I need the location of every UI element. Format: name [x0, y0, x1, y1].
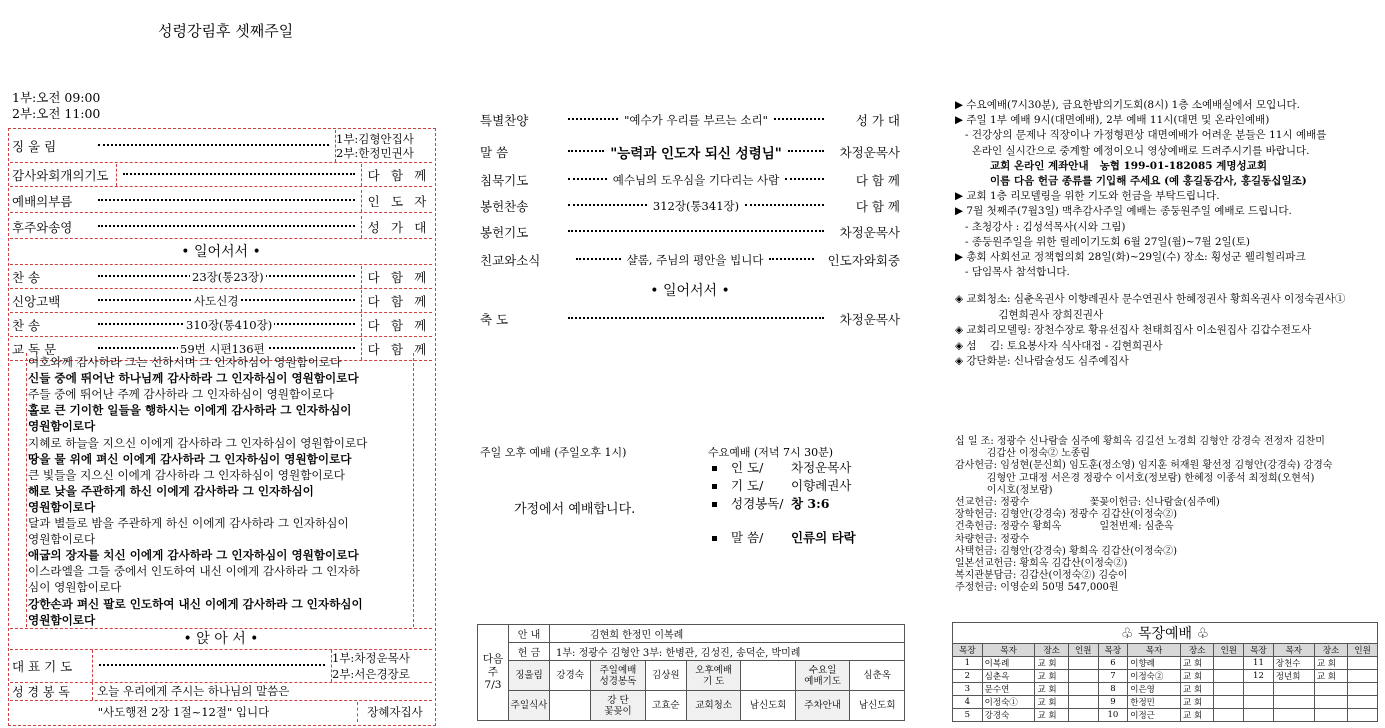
middle-row-right: 차정운목사 — [839, 225, 900, 240]
middle-row-label: 봉헌기도 — [480, 225, 529, 240]
middle-row — [480, 169, 900, 191]
offering-line: 김형안 고대정 서은경 정광수 이서호(정보람) 한혜정 이종석 최정희(오현석) — [955, 472, 1315, 484]
wednesday-item-value: 이향례권사 — [791, 478, 852, 493]
sit-down-heading: • 앉 아 서 • — [10, 628, 432, 650]
pastoral-cell: 5 — [953, 709, 983, 722]
news-line: 교회 온라인 계좌안내 농협 199-01-182085 계명성교회 — [990, 159, 1267, 172]
pastoral-cell: 11 — [1244, 657, 1274, 670]
pastoral-cell: 4 — [953, 696, 983, 709]
offering-line: 주정헌금: 이영순외 50명 547,000원 — [955, 582, 1119, 594]
middle-row-value: "능력과 인도자 되신 성령님" — [610, 146, 782, 162]
pastoral-cell: 심춘옥 — [982, 670, 1035, 683]
duty-cell: 남신도회 — [850, 691, 905, 721]
pastoral-cell — [1068, 657, 1098, 670]
middle-row-label: 특별찬양 — [480, 113, 529, 128]
pastoral-cell — [1068, 683, 1098, 696]
duty-line: ◈ 섬 김: 토요봉사자 식사대접 - 김현희권사 — [955, 339, 1163, 352]
duty-cell: 김상원 — [645, 661, 686, 691]
pastoral-cell: 2 — [953, 670, 983, 683]
row-scripture-ref: "사도행전 2장 1절~12절" 입니다 장혜자집사 — [10, 702, 432, 722]
pastoral-cell: 교 회 — [1181, 670, 1214, 683]
pastoral-cell: 1 — [953, 657, 983, 670]
middle-row — [480, 249, 900, 271]
wednesday-item — [712, 528, 856, 546]
pastoral-cell — [1348, 683, 1378, 696]
duty-cell: 남신도회 — [741, 691, 795, 721]
middle-row — [480, 141, 900, 163]
psalm-line: 신들 중에 뛰어난 하나님께 감사하라 그 인자하심이 영원함이로다 — [28, 371, 359, 386]
pastoral-cell — [1244, 696, 1274, 709]
row-prayer: 대 표 기 도 1부:차정운목사 2부:서은경장로 — [10, 650, 432, 683]
pastoral-cell: 교 회 — [1035, 670, 1068, 683]
pastoral-cell: 문수연 — [982, 683, 1035, 696]
news-line: ▶ 주일 1부 예배 9시(대면예배), 2부 예배 11시(대면 및 온라인예배) — [955, 114, 1270, 127]
duty-line: ◈ 교회리모델링: 장천수장로 황유선집사 천태희집사 이소원집사 김갑수전도사 — [955, 324, 1312, 336]
duty-line: 김현희권사 장희진권사 — [955, 308, 1104, 321]
pastoral-cell: 이정숙② — [1128, 670, 1181, 683]
middle-row-label: 말 씀 — [480, 145, 509, 160]
offering-line: 일본선교헌금: 황희옥 김갑산(이정숙②) — [955, 558, 1128, 569]
psalm-line: 큰 빛들을 지으신 이에게 감사하라 그 인자하심이 영원함이로다 — [28, 467, 345, 482]
psalm-line: 주들 중에 뛰어난 주께 감사하라 그 인자하심이 영원함이로다 — [28, 387, 334, 402]
pastoral-header: 목자 — [1273, 644, 1314, 657]
pastoral-header: 장소 — [1035, 644, 1068, 657]
pastoral-header: 장소 — [1181, 644, 1214, 657]
news-line: 이름 다음 헌금 종류를 기입해 주세요 (예 홍길동감사, 홍길동십일조) — [990, 175, 1307, 187]
pastoral-cell — [1273, 696, 1314, 709]
news-line: - 종둥원주일을 위한 릴레이기도회 6월 27일(월)~7월 2일(토) — [955, 235, 1251, 248]
pastoral-cell: 교 회 — [1035, 696, 1068, 709]
pastoral-cell: 7 — [1098, 670, 1128, 683]
wednesday-item-key: 말 씀/ — [731, 530, 764, 545]
psalm-line: 영원함이로다 — [28, 532, 96, 547]
middle-row-label: 봉헌찬송 — [480, 199, 529, 214]
psalm-line: 지혜로 하늘을 지으신 이에게 감사하라 그 인자하심이 영원함이로다 — [28, 435, 368, 450]
duty-cell: 강 단 꽃꽂이 — [591, 691, 645, 721]
pastoral-cell — [1068, 696, 1098, 709]
pastoral-cell: 6 — [1098, 657, 1128, 670]
pastoral-cell: 교 회 — [1035, 657, 1068, 670]
duty-cell: 심춘옥 — [850, 661, 905, 691]
pastoral-cell: 교 회 — [1181, 683, 1214, 696]
pastoral-cell: 강경숙 — [982, 709, 1035, 722]
pastoral-cell — [1348, 696, 1378, 709]
wednesday-item-value: 인류의 타락 — [791, 530, 856, 545]
psalm-line: 강한손과 펴신 팔로 인도하여 내신 이에게 감사하라 그 인자하심이 — [28, 596, 363, 611]
offering-line: 십 일 조: 정광수 신나람술 심주예 황희옥 김길선 노경희 김형안 강경숙 전정자 김찬미 — [955, 436, 1325, 447]
pastoral-cell: 정년희 — [1273, 670, 1314, 683]
pastoral-cell — [1214, 657, 1244, 670]
pastoral-cell — [1273, 683, 1314, 696]
duty-line: ◈ 교회청소: 심춘옥권사 이향례권사 문수연권사 한혜정권사 황희옥권사 이정숙권사① — [955, 293, 1346, 305]
wednesday-item — [712, 476, 851, 494]
psalm-line: 심이 영원함이로다 — [28, 580, 122, 595]
offering-line: 이시호(정보람) — [955, 484, 1053, 496]
row-responsive-reading: 교 독 문 59번 시편136편 다 함 께 — [10, 338, 432, 361]
wednesday-item-value: 창 3:6 — [791, 496, 830, 511]
pastoral-cell — [1244, 683, 1274, 696]
pastoral-cell — [1348, 657, 1378, 670]
pastoral-header: 목장 — [953, 644, 983, 657]
pastoral-cell — [1068, 670, 1098, 683]
pastoral-cell — [1068, 709, 1098, 722]
pastoral-title: ♧ 목장예배 ♧ — [953, 623, 1378, 644]
wednesday-item-key: 기 도/ — [731, 478, 764, 493]
pastoral-cell — [1214, 709, 1244, 722]
middle-row-right: 차정운목사 — [839, 145, 900, 160]
pastoral-cell: 9 — [1098, 696, 1128, 709]
service-time-2: 2부:오전 11:00 — [12, 106, 101, 121]
duty-cell: 강경숙 — [550, 661, 591, 691]
pastoral-cell: 한정민 — [1128, 696, 1181, 709]
row-bell: 징 울 림 1부:김형안집사 2부:한정민권사 — [10, 130, 432, 163]
pastoral-cell: 이정근 — [1128, 709, 1181, 722]
duty-cell: 주일식사 — [509, 691, 550, 721]
pastoral-header: 목자 — [982, 644, 1035, 657]
wednesday-item — [712, 494, 829, 512]
offering-line: 건축헌금: 정광수 황희옥 일천번제: 심춘옥 — [955, 521, 1174, 533]
afternoon-service-note: 가정에서 예배합니다. — [514, 502, 636, 517]
psalm-line: 영원함이로다 — [28, 499, 96, 514]
wednesday-service-title: 수요예배 (저녁 7시 30분) — [708, 446, 834, 459]
psalm-line: 영원함이로다 — [28, 612, 96, 627]
middle-row-right: 다 함 께 — [855, 173, 900, 188]
news-line: ▶ 7월 첫째주(7월3일) 맥추감사주일 예배는 종둥원주일 예배로 드립니다. — [955, 205, 1292, 218]
middle-stand-up: • 일어서서 • — [650, 283, 730, 299]
pastoral-cell — [1314, 683, 1347, 696]
pastoral-group-table — [952, 622, 1378, 722]
pastoral-header: 목장 — [1244, 644, 1274, 657]
duty-cell — [741, 661, 795, 691]
middle-row-right: 인도자와회중 — [827, 253, 901, 268]
duty-cell — [550, 691, 591, 721]
row-scripture-reading: 성 경 봉 독 오늘 우리에게 주시는 하나님의 말씀은 — [10, 682, 432, 701]
pastoral-header: 목자 — [1128, 644, 1181, 657]
offering-line: 복지관분담금: 김갑산(이정숙②) 김승이 — [955, 570, 1128, 582]
duty-cell: 오후예배 기 도 — [686, 661, 740, 691]
service-time-1: 1부:오전 09:00 — [12, 90, 101, 105]
psalm-line: 해로 낮을 주관하게 하신 이에게 감사하라 그 인자하심이 — [28, 483, 314, 498]
pastoral-cell: 장천수 — [1273, 657, 1314, 670]
duty-line: ◈ 강단화분: 신나람술성도 심주예집사 — [955, 355, 1129, 367]
psalm-line: 달과 별들로 밤을 주관하게 하신 이에게 감사하라 그 인자하심이 — [28, 516, 349, 530]
pastoral-cell: 이정숙① — [982, 696, 1035, 709]
pastoral-cell — [1244, 709, 1274, 722]
pastoral-cell — [1214, 696, 1244, 709]
duty-cell: 주일예배 성경봉독 — [591, 661, 645, 691]
next-week-label: 다음주 7/3 — [478, 625, 509, 721]
pastoral-cell: 12 — [1244, 670, 1274, 683]
news-line: ▶ 총회 사회선교 정책협의회 28일(화)~29일(수) 장소: 횡성군 웰리힐리파크 — [955, 251, 1306, 263]
news-line: - 담임목사 참석합니다. — [955, 266, 1070, 279]
row-hymn-2: 찬 송 310장(통410장) 다 함 께 — [10, 314, 432, 337]
news-line: - 초청강사 : 김성석목사(시와 그림) — [955, 220, 1126, 233]
pastoral-cell: 교 회 — [1314, 670, 1347, 683]
middle-row-label: 침묵기도 — [480, 173, 529, 188]
wednesday-item-value: 차정운목사 — [791, 460, 852, 475]
middle-row-value: 예수님의 도우심을 기다리는 사람 — [612, 173, 780, 187]
pastoral-cell: 교 회 — [1035, 683, 1068, 696]
psalm-line: 이스라엘을 그들 중에서 인도하여 내신 이에게 감사하라 그 인자하 — [28, 564, 360, 579]
row-creed: 신앙고백 사도신경 다 함 께 — [10, 290, 432, 313]
pastoral-cell: 교 회 — [1181, 696, 1214, 709]
middle-row-label: 친교와소식 — [480, 253, 541, 268]
pastoral-cell: 8 — [1098, 683, 1128, 696]
pastoral-cell: 교 회 — [1181, 709, 1214, 722]
pastoral-cell — [1273, 709, 1314, 722]
duty-cell: 고효순 — [645, 691, 686, 721]
wednesday-item-key: 인 도/ — [731, 460, 764, 475]
row-benediction: 축 도 차정운목사 — [480, 312, 900, 327]
pastoral-cell: 교 회 — [1314, 657, 1347, 670]
middle-row — [480, 109, 900, 131]
middle-row-right: 다 함 께 — [855, 199, 901, 214]
page-title: 성령강림후 셋째주일 — [158, 22, 294, 40]
pastoral-cell: 교 회 — [1181, 657, 1214, 670]
psalm-line: 땅을 물 위에 펴신 이에게 감사하라 그 인자하심이 영원함이로다 — [28, 451, 352, 466]
pastoral-cell: 교 회 — [1035, 709, 1068, 722]
news-line: ▶ 수요예배(7시30분), 금요한밤의기도회(8시) 1층 소예배실에서 모입니다. — [955, 99, 1300, 111]
pastoral-cell — [1348, 709, 1378, 722]
pastoral-header: 인원 — [1068, 644, 1098, 657]
afternoon-service-title: 주일 오후 예배 (주일오후 1시) — [480, 446, 627, 459]
middle-row-right: 성 가 대 — [855, 113, 900, 128]
wednesday-item — [712, 458, 851, 476]
pastoral-cell: 10 — [1098, 709, 1128, 722]
pastoral-cell — [1314, 696, 1347, 709]
pastoral-cell — [1214, 683, 1244, 696]
pastoral-cell: 이향례 — [1128, 657, 1181, 670]
next-week-duty-table: 다음주 7/3 안 내 김현희 한정민 이복례 헌 금 1부: 정광수 김형안 3부: 한병관, 김성진, 송덕순, 박미례 징울림 강경숙 주일예배 성경봉독 김상원 오후예배 기 도 수요일 예배기도 심춘옥 주일식사 강 단 꽃꽂이 고효순 교회청소 남신도회 주차안내 남신도회 — [477, 624, 905, 721]
middle-row — [480, 195, 900, 217]
psalm-line: 영원함이로다 — [28, 419, 96, 434]
duty-cell: 주차안내 — [795, 691, 849, 721]
psalm-line: 홀로 큰 기이한 일들을 행하시는 이에게 감사하라 그 인자하심이 — [28, 403, 352, 418]
middle-row-value: "예수가 우리를 부르는 소리" — [624, 113, 768, 127]
offering-line: 선교헌금: 정광수 꽃꽂이헌금: 신나람술(심주예) — [955, 497, 1220, 508]
offering-line: 장학헌금: 김형안(강경숙) 정광수 김갑산(이정숙②) — [955, 509, 1178, 521]
pastoral-cell: 이은영 — [1128, 683, 1181, 696]
row-call-to-worship: 예배의부름 인 도 자 — [10, 190, 432, 213]
pastoral-header: 인원 — [1214, 644, 1244, 657]
pastoral-header: 장소 — [1314, 644, 1347, 657]
news-line: 온라인 실시간으로 중계할 예정이오니 영상예배로 드려주시기를 바랍니다. — [955, 144, 1310, 157]
middle-row-value: 샬롬, 주님의 평안을 빕니다 — [626, 253, 764, 267]
middle-row — [480, 221, 900, 243]
offering-line: 김갑산 이정숙② 노종림 — [955, 448, 1091, 460]
news-line: - 건강상의 문제나 직장이나 가정형편상 대면예배가 어려운 분들은 11시 예배를 — [955, 129, 1327, 142]
offering-line: 감사헌금: 임성현(문신희) 임도훈(정소영) 임지훈 허재원 황선정 김형안(강경숙) 강경숙 — [955, 460, 1333, 472]
pastoral-cell — [1314, 709, 1347, 722]
stand-up-heading: • 일어서서 • — [10, 240, 432, 265]
pastoral-cell: 3 — [953, 683, 983, 696]
offering-line: 차량헌금: 정광수 — [955, 533, 1030, 545]
psalm-line: 애굽의 장자를 치신 이에게 감사하라 그 인자하심이 영원함이로다 — [28, 548, 359, 563]
psalm-line: 여호와께 감사하라 그는 선하시며 그 인자하심이 영원함이로다 — [28, 355, 342, 369]
pastoral-header: 인원 — [1348, 644, 1378, 657]
news-line: ▶ 교회 1층 리모델링을 위한 기도와 헌금을 부탁드립니다. — [955, 190, 1220, 203]
row-confession: 감사와회개의기도 다 함 께 — [10, 164, 432, 187]
duty-cell: 수요일 예배기도 — [795, 661, 849, 691]
row-postlude: 후주와송영 성 가 대 — [10, 216, 432, 239]
pastoral-cell — [1348, 670, 1378, 683]
wednesday-item-key: 성경봉독/ — [731, 496, 784, 511]
middle-row-value: 312장(통341장) — [652, 199, 740, 213]
row-hymn-1: 찬 송 23장(통23장) 다 함 께 — [10, 266, 432, 289]
pastoral-cell: 이복례 — [982, 657, 1035, 670]
duty-cell: 교회청소 — [686, 691, 740, 721]
offering-line: 사택헌금: 김형안(강경숙) 황희옥 김갑산(이정숙②) — [955, 545, 1178, 557]
duty-cell: 징울림 — [509, 661, 550, 691]
pastoral-header: 목장 — [1098, 644, 1128, 657]
pastoral-cell — [1214, 670, 1244, 683]
